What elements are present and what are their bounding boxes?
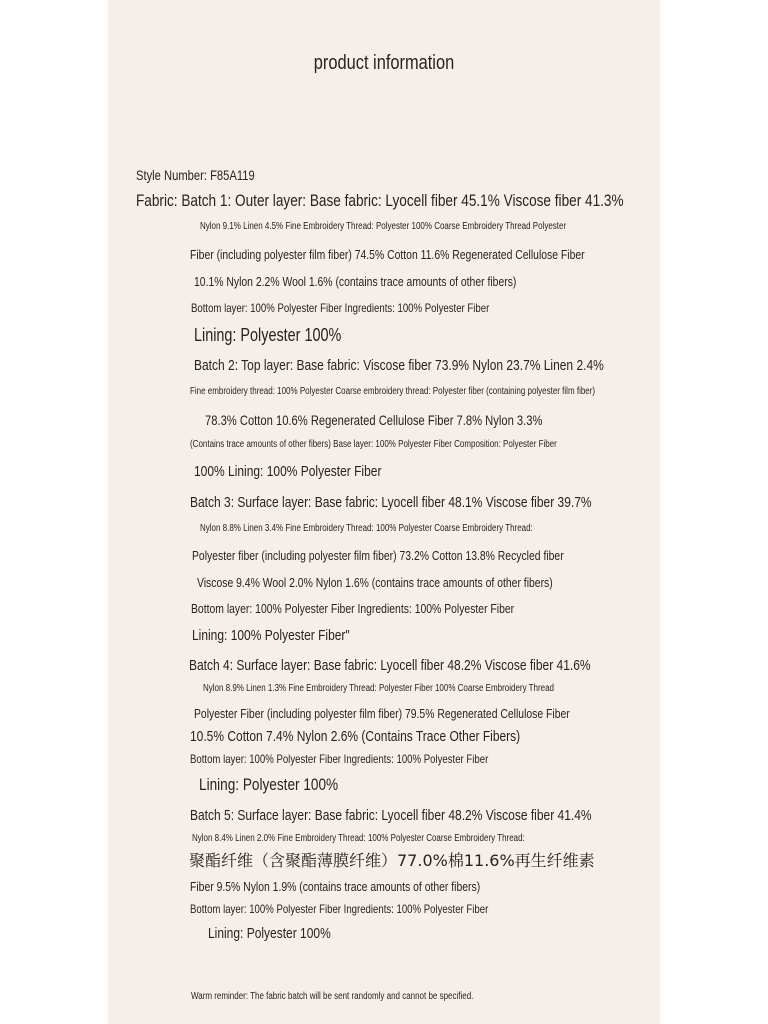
composition-line: Nylon 8.9% Linen 1.3% Fine Embroidery Thread: Polyester Fiber 100% Coarse Embroidery Thread	[203, 683, 554, 694]
composition-line: Batch 4: Surface layer: Base fabric: Lyocell fiber 48.2% Viscose fiber 41.6%	[189, 657, 591, 674]
page-title: product information	[313, 52, 455, 74]
composition-line: 78.3% Cotton 10.6% Regenerated Cellulose Fiber 7.8% Nylon 3.3%	[205, 412, 543, 428]
composition-line: Bottom layer: 100% Polyester Fiber Ingredients: 100% Polyester Fiber	[190, 752, 489, 766]
composition-line: Bottom layer: 100% Polyester Fiber Ingredients: 100% Polyester Fiber	[191, 601, 515, 616]
composition-line: Fiber (including polyester film fiber) 74.5% Cotton 11.6% Regenerated Cellulose Fiber	[190, 247, 585, 262]
composition-line: Nylon 8.8% Linen 3.4% Fine Embroidery Thread: 100% Polyester Coarse Embroidery Thread:	[200, 523, 533, 534]
composition-line: Fiber 9.5% Nylon 1.9% (contains trace amounts of other fibers)	[190, 879, 481, 894]
composition-line: Batch 2: Top layer: Base fabric: Viscose fiber 73.9% Nylon 23.7% Linen 2.4%	[194, 357, 604, 374]
composition-line: 聚酯纤维（含聚酯薄膜纤维）77.0%棉11.6%再生纤维素	[189, 851, 595, 870]
composition-line: Fabric: Batch 1: Outer layer: Base fabric: Lyocell fiber 45.1% Viscose fiber 41.3%	[136, 191, 624, 210]
composition-line: 100% Lining: 100% Polyester Fiber	[194, 463, 382, 480]
style-number: Style Number: F85A119	[136, 167, 255, 183]
composition-line: Viscose 9.4% Wool 2.0% Nylon 1.6% (contains trace amounts of other fibers)	[197, 575, 553, 590]
composition-line: Batch 5: Surface layer: Base fabric: Lyocell fiber 48.2% Viscose fiber 41.4%	[190, 807, 592, 824]
composition-line: Lining: Polyester 100%	[194, 325, 342, 345]
warm-reminder: Warm reminder: The fabric batch will be sent randomly and cannot be specified.	[191, 991, 474, 1002]
composition-line: Polyester Fiber (including polyester film fiber) 79.5% Regenerated Cellulose Fiber	[194, 706, 570, 721]
composition-line: Polyester fiber (including polyester film fiber) 73.2% Cotton 13.8% Recycled fiber	[192, 548, 564, 563]
composition-line: Bottom layer: 100% Polyester Fiber Ingredients: 100% Polyester Fiber	[190, 902, 489, 916]
composition-line: Fine embroidery thread: 100% Polyester Coarse embroidery thread: Polyester fiber (containing polyester film fiber)	[190, 386, 596, 397]
composition-line: Lining: Polyester 100%	[208, 925, 331, 942]
composition-line: 10.5% Cotton 7.4% Nylon 2.6% (Contains Trace Other Fibers)	[190, 728, 521, 745]
product-info-page	[108, 0, 660, 1024]
composition-line: Bottom layer: 100% Polyester Fiber Ingredients: 100% Polyester Fiber	[191, 301, 490, 315]
composition-line: Lining: Polyester 100%	[199, 775, 339, 794]
composition-line: Batch 3: Surface layer: Base fabric: Lyocell fiber 48.1% Viscose fiber 39.7%	[190, 494, 592, 511]
composition-line: Lining: 100% Polyester Fiber"	[192, 627, 350, 644]
composition-line: 10.1% Nylon 2.2% Wool 1.6% (contains trace amounts of other fibers)	[194, 274, 517, 289]
composition-line: (Contains trace amounts of other fibers) Base layer: 100% Polyester Fiber Composition: Polyester Fiber	[190, 439, 557, 450]
composition-line: Nylon 8.4% Linen 2.0% Fine Embroidery Thread: 100% Polyester Coarse Embroidery Thread:	[192, 833, 525, 844]
composition-line: Nylon 9.1% Linen 4.5% Fine Embroidery Thread: Polyester 100% Coarse Embroidery Thread Polyester	[200, 221, 567, 232]
